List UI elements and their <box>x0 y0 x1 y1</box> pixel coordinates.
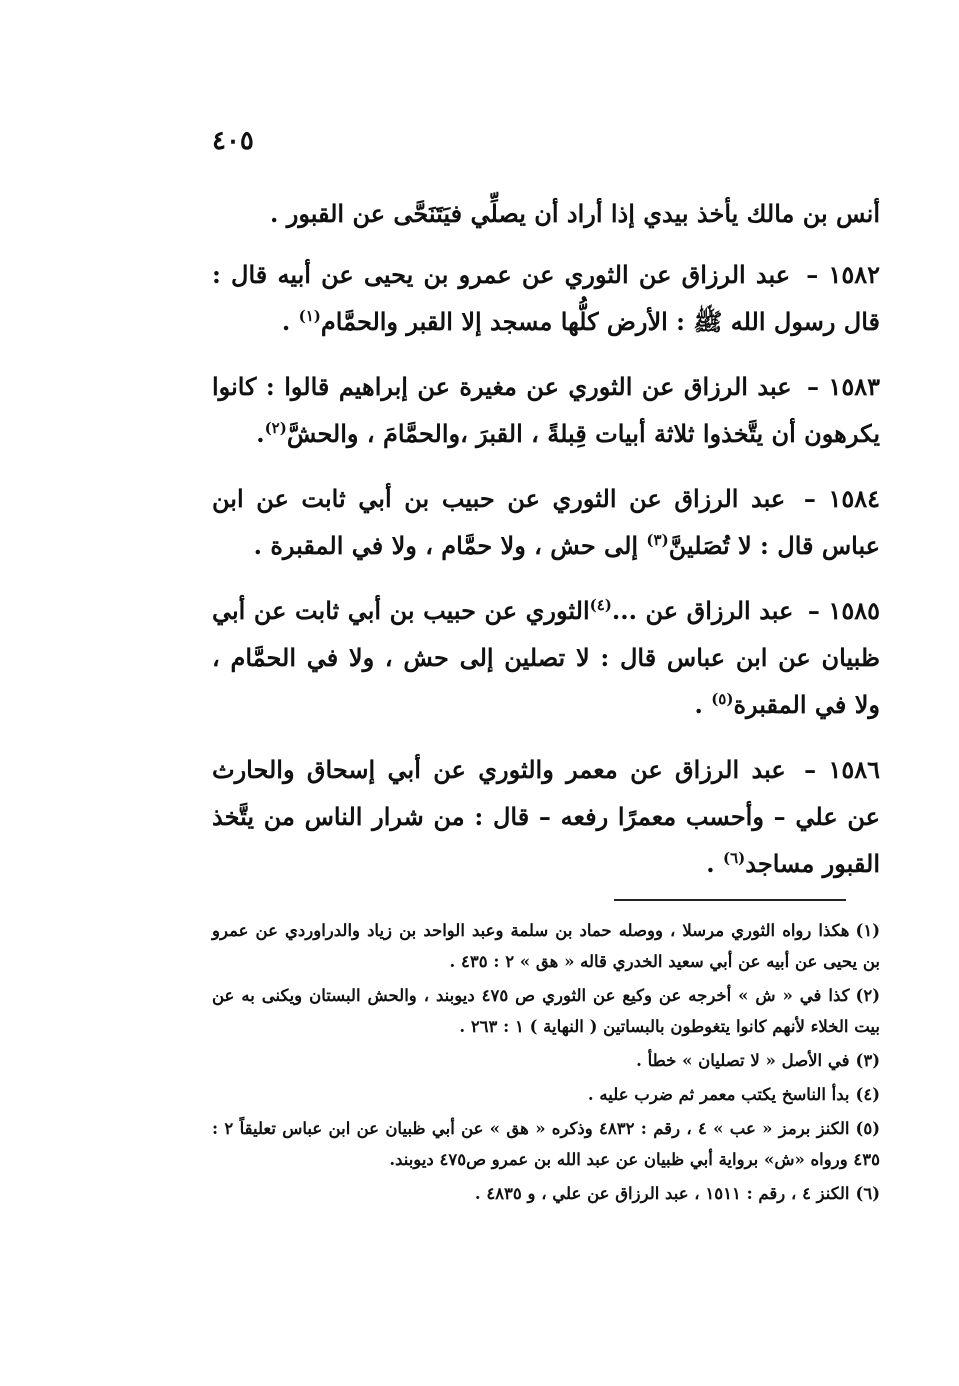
footnote-number: (٣) <box>855 1051 880 1070</box>
hadith-number: ١٥٨٥ – <box>807 596 880 625</box>
hadith-1583 <box>212 363 880 457</box>
hadith-text-middle: الثوري عن حبيب بن أبي ثابت عن أبي ظبيان عن ابن عباس قال : لا تصلين إلى حش ، ولا في الحمَّام ، ولا في المقبرة <box>212 596 880 719</box>
footnote-divider <box>614 899 846 901</box>
hadith-text-end: . <box>281 307 299 336</box>
hadith-text: عبد الرزاق عن الثوري عن مغيرة عن إبراهيم قالوا : كانوا يكرهون أن يتَّخذوا ثلاثة أبيات قِبلةً ، القبرَ ،والحمَّامَ ، والحشَّ <box>212 372 880 448</box>
footnote-ref: (٢) <box>264 419 287 437</box>
hadith-text: عبد الرزاق عن الثوري عن حبيب بن أبي ثابت عن ابن عباس قال : لا تُصَلينَّ <box>212 484 880 560</box>
footnote-ref: (٦) <box>723 849 746 867</box>
footnote-text: كذا في « ش » أخرجه عن وكيع عن الثوري ص ٤٧٥ ديوبند ، والحش البستان ويكنى به عن بيت الخلاء لأنهم كانوا يتغوطون بالبساتين ( النهاية ) ١ : ٢٦٣ . <box>212 986 880 1036</box>
footnote-number: (١) <box>855 921 880 940</box>
footnote-text: هكذا رواه الثوري مرسلا ، ووصله حماد بن سلمة وعبد الواحد بن زياد والدراوردي عن عمرو بن يحيى عن أبيه عن أبي سعيد الخدري قاله « هق » ٢ : ٤٣٥ . <box>212 921 880 971</box>
page-number: ٤٠٥ <box>212 126 254 156</box>
footnote-text: الكنز ٤ ، رقم : ١٥١١ ، عبد الرزاق عن علي ، و ٤٨٣٥ . <box>474 1184 850 1203</box>
hadith-text: عبد الرزاق عن ... <box>611 596 794 625</box>
hadith-1585 <box>212 587 880 728</box>
footnote-number: (٤) <box>855 1085 880 1104</box>
paragraph-intro <box>212 190 880 237</box>
paragraph-text: أنس بن مالك يأخذ بيدي إذا أراد أن يصلِّي فيَتَنَحَّى عن القبور . <box>270 199 880 228</box>
footnote-number: (٥) <box>855 1119 881 1138</box>
footnote-ref: (٥) <box>711 690 734 708</box>
hadith-text-end: . <box>256 419 265 448</box>
footnote-1 <box>212 915 880 977</box>
footnote-ref: (١) <box>298 307 321 325</box>
hadith-text: عبد الرزاق عن الثوري عن عمرو بن يحيى عن أبيه قال : قال رسول الله ﷺ : الأرض كلُّها مسجد إلا القبر والحمَّام <box>212 260 880 336</box>
footnotes <box>212 915 880 1212</box>
hadith-1584 <box>212 475 880 569</box>
footnote-text: الكنز برمز « عب » ٤ ، رقم : ٤٨٣٢ وذكره « هق » عن أبي ظبيان عن ابن عباس تعليقاً ٢ : ٤٣٥ ورواه «ش» برواية أبي ظبيان عن عبد الله بن عمرو ص٤٧٥ ديوبند. <box>212 1119 880 1169</box>
hadith-text: عبد الرزاق عن معمر والثوري عن أبي إسحاق والحارث عن علي – وأحسب معمرًا رفعه – قال : من شرار الناس من يتَّخذ القبور مساجد <box>212 755 881 878</box>
footnote-2 <box>212 980 880 1042</box>
footnote-3 <box>212 1045 880 1076</box>
footnote-text: بدأ الناسخ يكتب معمر ثم ضرب عليه . <box>587 1085 850 1104</box>
footnote-4 <box>212 1079 880 1110</box>
hadith-text-end: إلى حش ، ولا حمَّام ، ولا في المقبرة . <box>253 531 647 560</box>
footnote-ref: (٤) <box>589 596 612 614</box>
hadith-number: ١٥٨٦ – <box>804 755 880 784</box>
hadith-number: ١٥٨٣ – <box>807 372 881 401</box>
hadith-text-end: . <box>694 690 712 719</box>
footnote-number: (٢) <box>855 986 880 1005</box>
hadith-text-end: . <box>706 849 723 878</box>
hadith-number: ١٥٨٤ – <box>803 484 881 513</box>
hadith-number: ١٥٨٢ – <box>806 260 881 289</box>
hadith-1586 <box>212 746 880 887</box>
hadith-1582 <box>212 251 880 345</box>
footnote-number: (٦) <box>855 1184 880 1203</box>
footnote-text: في الأصل « لا تصليان » خطأ . <box>636 1051 850 1070</box>
footnote-ref: (٣) <box>646 531 669 549</box>
footnote-5 <box>212 1113 880 1175</box>
footnote-6 <box>212 1178 880 1209</box>
main-text <box>212 190 880 905</box>
